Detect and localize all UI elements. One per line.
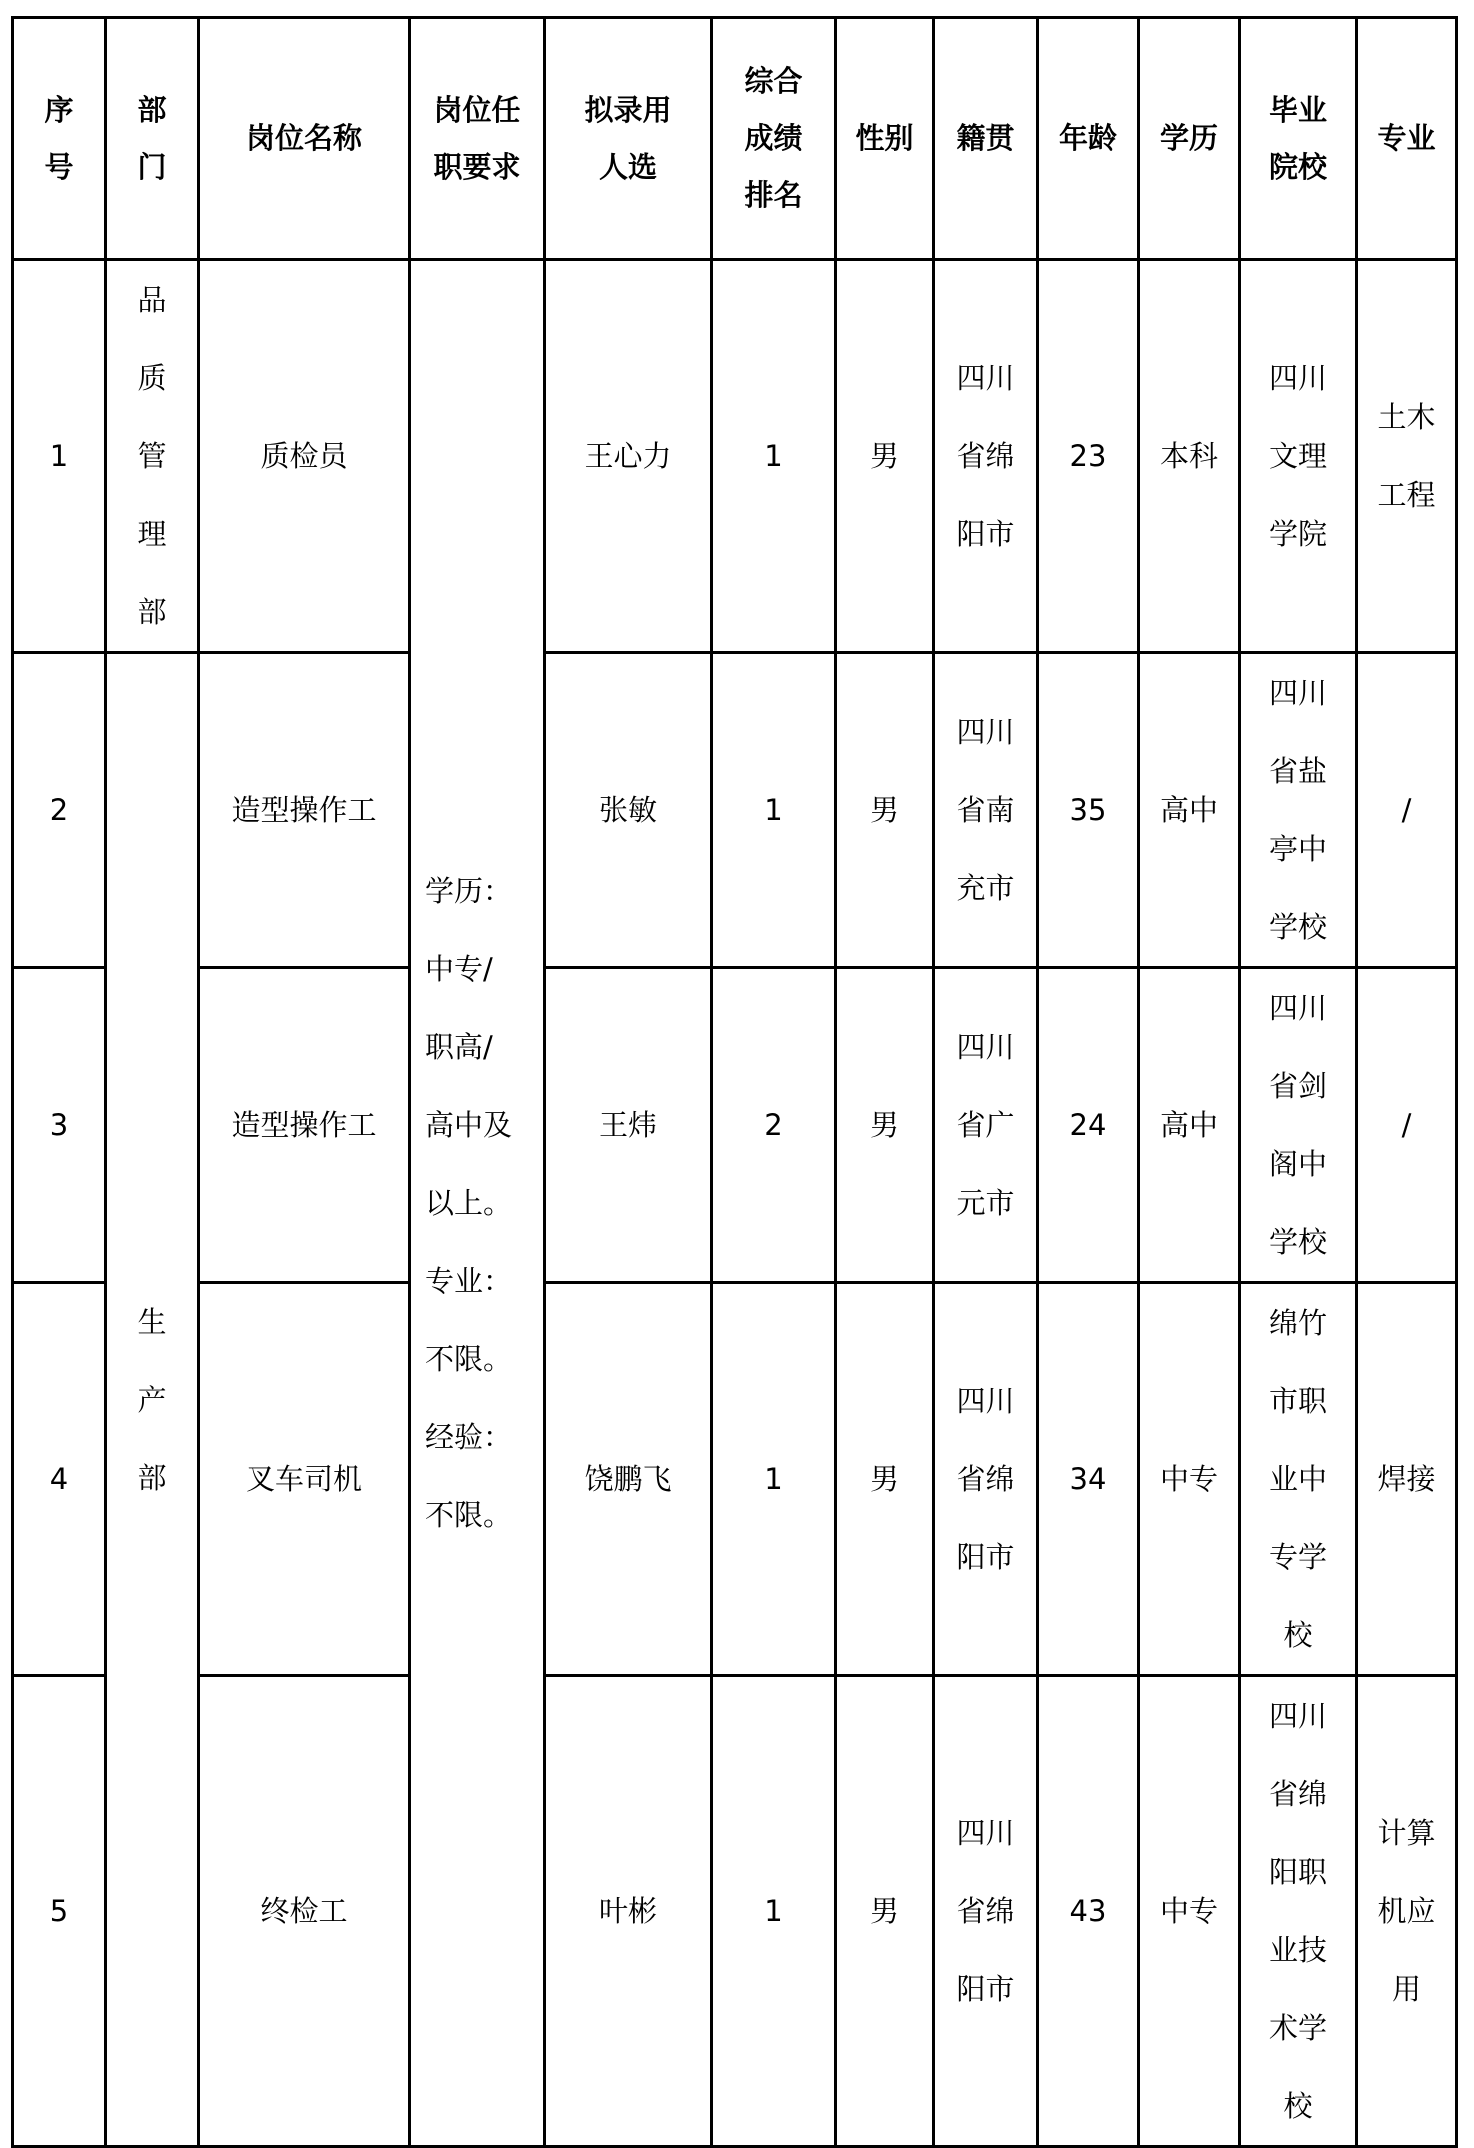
cell-education: 高中 xyxy=(1139,968,1240,1283)
cell-age: 43 xyxy=(1038,1676,1139,2147)
cell-major: 土木 工程 xyxy=(1357,260,1457,653)
cell-origin: 四川 省南 充市 xyxy=(934,653,1038,968)
cell-candidate: 叶彬 xyxy=(545,1676,712,2147)
cell-candidate: 饶鹏飞 xyxy=(545,1283,712,1676)
header-requirement: 岗位任 职要求 xyxy=(410,18,545,260)
cell-origin: 四川 省绵 阳市 xyxy=(934,1283,1038,1676)
cell-gender: 男 xyxy=(836,968,934,1283)
cell-major: / xyxy=(1357,968,1457,1283)
cell-age: 35 xyxy=(1038,653,1139,968)
cell-origin: 四川 省绵 阳市 xyxy=(934,1676,1038,2147)
cell-rank: 1 xyxy=(712,260,836,653)
header-school: 毕业 院校 xyxy=(1240,18,1357,260)
cell-rank: 1 xyxy=(712,1676,836,2147)
cell-candidate: 王心力 xyxy=(545,260,712,653)
cell-department: 品 质 管 理 部 xyxy=(106,260,199,653)
cell-education: 高中 xyxy=(1139,653,1240,968)
table-row xyxy=(13,653,1457,968)
cell-age: 23 xyxy=(1038,260,1139,653)
header-origin: 籍贯 xyxy=(934,18,1038,260)
cell-gender: 男 xyxy=(836,260,934,653)
cell-major: 焊接 xyxy=(1357,1283,1457,1676)
cell-gender: 男 xyxy=(836,1676,934,2147)
cell-school: 四川 文理 学院 xyxy=(1240,260,1357,653)
header-major: 专业 xyxy=(1357,18,1457,260)
header-education: 学历 xyxy=(1139,18,1240,260)
cell-school: 绵竹 市职 业中 专学 校 xyxy=(1240,1283,1357,1676)
header-rank: 综合 成绩 排名 xyxy=(712,18,836,260)
cell-position: 终检工 xyxy=(199,1676,410,2147)
header-position: 岗位名称 xyxy=(199,18,410,260)
cell-major: 计算 机应 用 xyxy=(1357,1676,1457,2147)
cell-gender: 男 xyxy=(836,653,934,968)
recruitment-table xyxy=(11,16,1458,2148)
cell-candidate: 张敏 xyxy=(545,653,712,968)
cell-education: 本科 xyxy=(1139,260,1240,653)
header-no: 序 号 xyxy=(13,18,106,260)
cell-position: 质检员 xyxy=(199,260,410,653)
cell-school: 四川 省盐 亭中 学校 xyxy=(1240,653,1357,968)
cell-no: 2 xyxy=(13,653,106,968)
cell-no: 5 xyxy=(13,1676,106,2147)
cell-position: 造型操作工 xyxy=(199,968,410,1283)
table-row xyxy=(13,260,1457,653)
cell-no: 3 xyxy=(13,968,106,1283)
cell-rank: 2 xyxy=(712,968,836,1283)
header-age: 年龄 xyxy=(1038,18,1139,260)
cell-no: 1 xyxy=(13,260,106,653)
header-row xyxy=(13,18,1457,260)
cell-age: 34 xyxy=(1038,1283,1139,1676)
cell-candidate: 王炜 xyxy=(545,968,712,1283)
cell-major: / xyxy=(1357,653,1457,968)
cell-rank: 1 xyxy=(712,653,836,968)
table-row xyxy=(13,1676,1457,2147)
table-row xyxy=(13,968,1457,1283)
cell-gender: 男 xyxy=(836,1283,934,1676)
cell-department: 生 产 部 xyxy=(106,653,199,2147)
cell-position: 叉车司机 xyxy=(199,1283,410,1676)
cell-no: 4 xyxy=(13,1283,106,1676)
cell-education: 中专 xyxy=(1139,1676,1240,2147)
cell-age: 24 xyxy=(1038,968,1139,1283)
header-gender: 性别 xyxy=(836,18,934,260)
cell-origin: 四川 省绵 阳市 xyxy=(934,260,1038,653)
header-candidate: 拟录用 人选 xyxy=(545,18,712,260)
cell-school: 四川 省剑 阁中 学校 xyxy=(1240,968,1357,1283)
header-department: 部 门 xyxy=(106,18,199,260)
table-row xyxy=(13,1283,1457,1676)
cell-education: 中专 xyxy=(1139,1283,1240,1676)
cell-origin: 四川 省广 元市 xyxy=(934,968,1038,1283)
cell-school: 四川 省绵 阳职 业技 术学 校 xyxy=(1240,1676,1357,2147)
cell-rank: 1 xyxy=(712,1283,836,1676)
cell-requirement: 学历： 中专/ 职高/ 高中及 以上。 专业： 不限。 经验： 不限。 xyxy=(410,260,545,2147)
cell-position: 造型操作工 xyxy=(199,653,410,968)
